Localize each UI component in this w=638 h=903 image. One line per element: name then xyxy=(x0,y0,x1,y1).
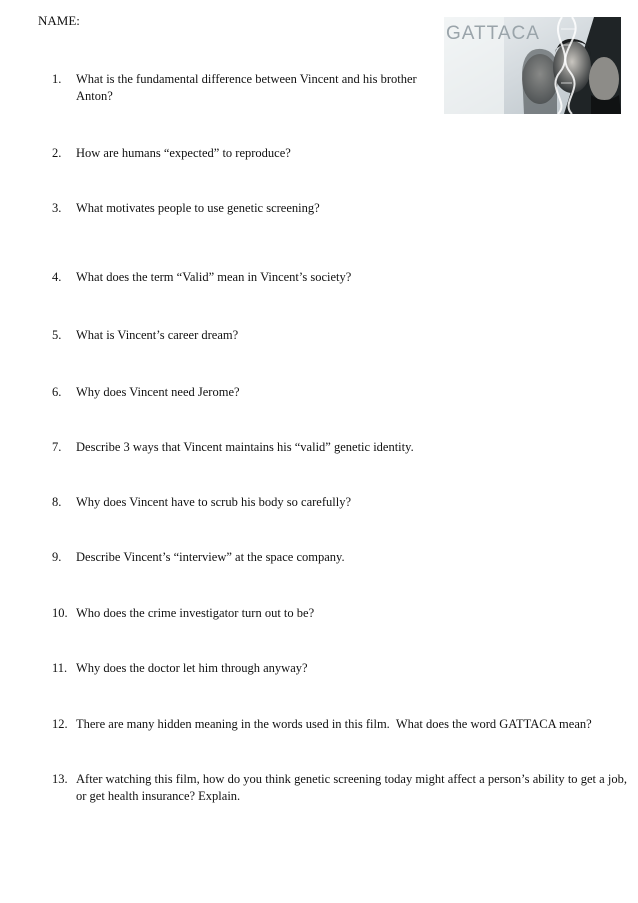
question-item-9 xyxy=(52,549,627,566)
question-text: Why does Vincent have to scrub his body so carefully? xyxy=(76,495,351,509)
question-text: Why does Vincent need Jerome? xyxy=(76,385,240,399)
question-item-12 xyxy=(52,716,627,733)
question-item-1 xyxy=(52,71,432,105)
question-text: What is the fundamental difference between Vincent and his brother Anton? xyxy=(76,72,417,103)
question-number: 10. xyxy=(52,606,68,620)
question-item-11 xyxy=(52,660,627,677)
question-text: There are many hidden meaning in the words used in this film. What does the word GATTACA mean? xyxy=(76,717,592,731)
question-text: After watching this film, how do you think genetic screening today might affect a person’s ability to get a job, or get health insurance? Explain. xyxy=(76,772,627,803)
question-number: 5. xyxy=(52,328,62,342)
question-text: How are humans “expected” to reproduce? xyxy=(76,146,291,160)
question-number: 4. xyxy=(52,270,62,284)
question-text: Describe 3 ways that Vincent maintains his “valid” genetic identity. xyxy=(76,440,414,454)
question-number: 3. xyxy=(52,201,62,215)
question-text: Describe Vincent’s “interview” at the space company. xyxy=(76,550,345,564)
question-item-4 xyxy=(52,269,627,286)
question-number: 11. xyxy=(52,661,68,675)
question-number: 9. xyxy=(52,550,62,564)
question-number: 8. xyxy=(52,495,62,509)
question-number: 13. xyxy=(52,772,68,786)
question-item-3 xyxy=(52,200,627,217)
question-number: 1. xyxy=(52,72,62,86)
question-number: 2. xyxy=(52,146,62,160)
question-text: Why does the doctor let him through anyway? xyxy=(76,661,308,675)
gattaca-poster-image xyxy=(444,17,621,114)
poster-title-text: GATTACA xyxy=(446,23,540,44)
question-item-8 xyxy=(52,494,627,511)
question-number: 6. xyxy=(52,385,62,399)
question-text: What motivates people to use genetic screening? xyxy=(76,201,320,215)
question-text: Who does the crime investigator turn out to be? xyxy=(76,606,315,620)
question-number: 7. xyxy=(52,440,62,454)
question-item-10 xyxy=(52,605,627,622)
question-item-7 xyxy=(52,439,627,456)
question-item-13 xyxy=(52,771,627,805)
question-item-5 xyxy=(52,327,627,344)
question-item-2 xyxy=(52,145,627,162)
question-text: What does the term “Valid” mean in Vincent’s society? xyxy=(76,270,352,284)
question-number: 12. xyxy=(52,717,68,731)
question-text: What is Vincent’s career dream? xyxy=(76,328,239,342)
name-field-label: NAME: xyxy=(38,13,80,28)
question-item-6 xyxy=(52,384,627,401)
